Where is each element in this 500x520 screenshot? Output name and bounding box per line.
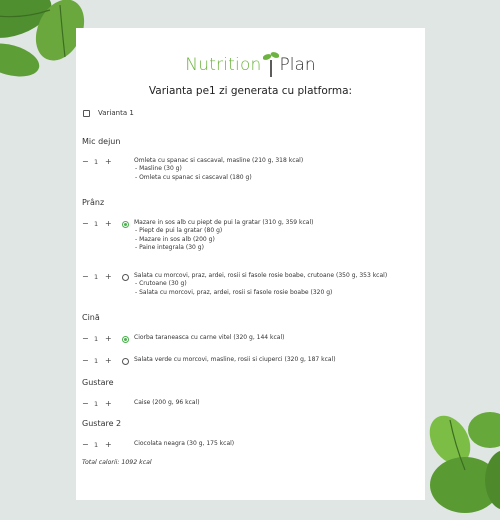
- meal-ingredient: - Crutoane (30 g): [135, 280, 187, 288]
- variant-label: Varianta 1: [98, 109, 134, 117]
- meal-ingredient: - Piept de pui la gratar (80 g): [135, 227, 223, 235]
- increment-button[interactable]: +: [105, 440, 112, 449]
- meal-ingredient: - Salata cu morcovi, praz, ardei, rosii si fasole rosie boabe (320 g): [135, 288, 333, 296]
- section-pranz: Prânz: [82, 198, 105, 207]
- decrement-button[interactable]: −: [82, 334, 89, 343]
- increment-button[interactable]: +: [105, 334, 112, 343]
- sprout-icon: [263, 50, 279, 78]
- quantity-stepper: [82, 440, 122, 450]
- meal-title: Mazare in sos alb cu piept de pui la gratar (310 g, 359 kcal): [134, 219, 314, 226]
- meal-title: Omleta cu spanac si cascaval, masline (210 g, 318 kcal): [134, 157, 304, 164]
- meal-row-breakfast: [82, 157, 303, 182]
- quantity-stepper: [82, 334, 122, 344]
- quantity-stepper: [82, 356, 122, 366]
- decrement-button[interactable]: −: [82, 356, 89, 365]
- quantity-value: 1: [94, 357, 99, 365]
- meal-plan-card: [76, 28, 425, 500]
- meal-row-dinner-1: [82, 334, 284, 344]
- meal-title: Ciocolata neagra (30 g, 175 kcal): [134, 440, 235, 447]
- meal-title: Ciorba taraneasca cu carne vitel (320 g, 144 kcal): [134, 334, 285, 341]
- quantity-value: 1: [94, 441, 99, 449]
- meal-ingredient: - Omleta cu spanac si cascaval (180 g): [135, 173, 252, 181]
- meal-title: Salata cu morcovi, praz, ardei, rosii si fasole rosie boabe, crutoane (350 g, 353 kcal): [134, 272, 388, 279]
- meal-radio-selected[interactable]: [122, 336, 129, 343]
- meal-radio[interactable]: [122, 358, 129, 365]
- section-gustare-2: Gustare 2: [82, 419, 122, 428]
- logo-text-plan: Plan: [279, 55, 316, 75]
- quantity-stepper: [82, 399, 122, 409]
- meal-ingredient: - Masline (30 g): [135, 165, 182, 173]
- variant-option[interactable]: [83, 109, 134, 117]
- quantity-value: 1: [94, 335, 99, 343]
- increment-button[interactable]: +: [105, 219, 112, 228]
- meal-title: Salata verde cu morcovi, masline, rosii si ciuperci (320 g, 187 kcal): [134, 356, 336, 363]
- increment-button[interactable]: +: [105, 157, 112, 166]
- meal-row-lunch-2: [82, 272, 387, 297]
- meal-row-dinner-2: [82, 356, 336, 366]
- meal-title: Caise (200 g, 96 kcal): [134, 399, 200, 406]
- meal-radio[interactable]: [122, 274, 129, 281]
- quantity-stepper: [82, 219, 122, 253]
- variant-checkbox[interactable]: [83, 110, 90, 117]
- quantity-value: 1: [94, 220, 99, 228]
- decrement-button[interactable]: −: [82, 440, 89, 449]
- meal-ingredient: - Paine integrala (30 g): [135, 244, 204, 252]
- meal-radio-selected[interactable]: [122, 221, 129, 228]
- section-gustare: Gustare: [82, 378, 114, 387]
- logo-text-nutrition: Nutrition: [185, 55, 262, 75]
- section-mic-dejun: Mic dejun: [82, 137, 121, 146]
- nutritionplan-logo: [76, 50, 425, 80]
- decrement-button[interactable]: −: [82, 219, 89, 228]
- quantity-value: 1: [94, 158, 99, 166]
- quantity-stepper: [82, 272, 122, 297]
- decrement-button[interactable]: −: [82, 399, 89, 408]
- meal-ingredient: - Mazare in sos alb (200 g): [135, 235, 215, 243]
- increment-button[interactable]: +: [105, 272, 112, 281]
- meal-row-snack-2: [82, 440, 234, 450]
- section-cina: Cină: [82, 313, 100, 322]
- page-subtitle: Varianta pe1 zi generata cu platforma:: [148, 85, 353, 97]
- decrement-button[interactable]: −: [82, 272, 89, 281]
- quantity-stepper: [82, 157, 122, 182]
- quantity-value: 1: [94, 400, 99, 408]
- increment-button[interactable]: +: [105, 399, 112, 408]
- decrement-button[interactable]: −: [82, 157, 89, 166]
- meal-row-snack-1: [82, 399, 200, 409]
- total-calories: Total calorii: 1092 kcal: [82, 459, 152, 466]
- increment-button[interactable]: +: [105, 356, 112, 365]
- quantity-value: 1: [94, 273, 99, 281]
- meal-row-lunch-1: [82, 219, 313, 253]
